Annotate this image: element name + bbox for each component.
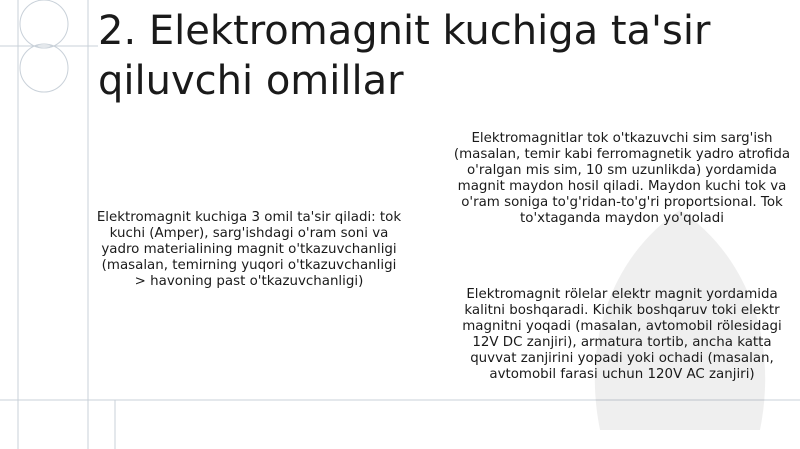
left-paragraph: Elektromagnit kuchiga 3 omil ta'sir qiladi: tok kuchi (Amper), sarg'ishdagi o'ram soni va yadro materialining magnit o'tkazuvchanligi (masalan, temirning yuqori o'tkazuvchanligi > havoning past o'tkazuvchanligi) <box>96 210 402 289</box>
right-paragraph-electromagnets: Elektromagnitlar tok o'tkazuvchi sim sarg'ish (masalan, temir kabi ferromagnetik yadro atrofida o'ralgan mis sim, 10 sm uzunlikda) yordamida magnit maydon hosil qiladi. Maydon kuchi tok va o'ram soniga to'g'ridan-to'g'ri proportsional. Tok to'xtaganda maydon yo'qoladi <box>453 131 791 226</box>
right-paragraph-relays: Elektromagnit rölelar elektr magnit yordamida kalitni boshqaradi. Kichik boshqaruv toki elektr magnitni yoqadi (masalan, avtomobil rölesidagi 12V DC zanjiri), armatura tortib, ancha katta quvvat zanjirini yopadi yoki ochadi (masalan, avtomobil farasi uchun 120V AC zanjiri) <box>462 287 782 382</box>
upper-circle <box>20 0 68 48</box>
slide-title: 2. Elektromagnit kuchiga ta'sir qiluvchi omillar <box>98 8 711 104</box>
lower-circle <box>20 44 68 92</box>
